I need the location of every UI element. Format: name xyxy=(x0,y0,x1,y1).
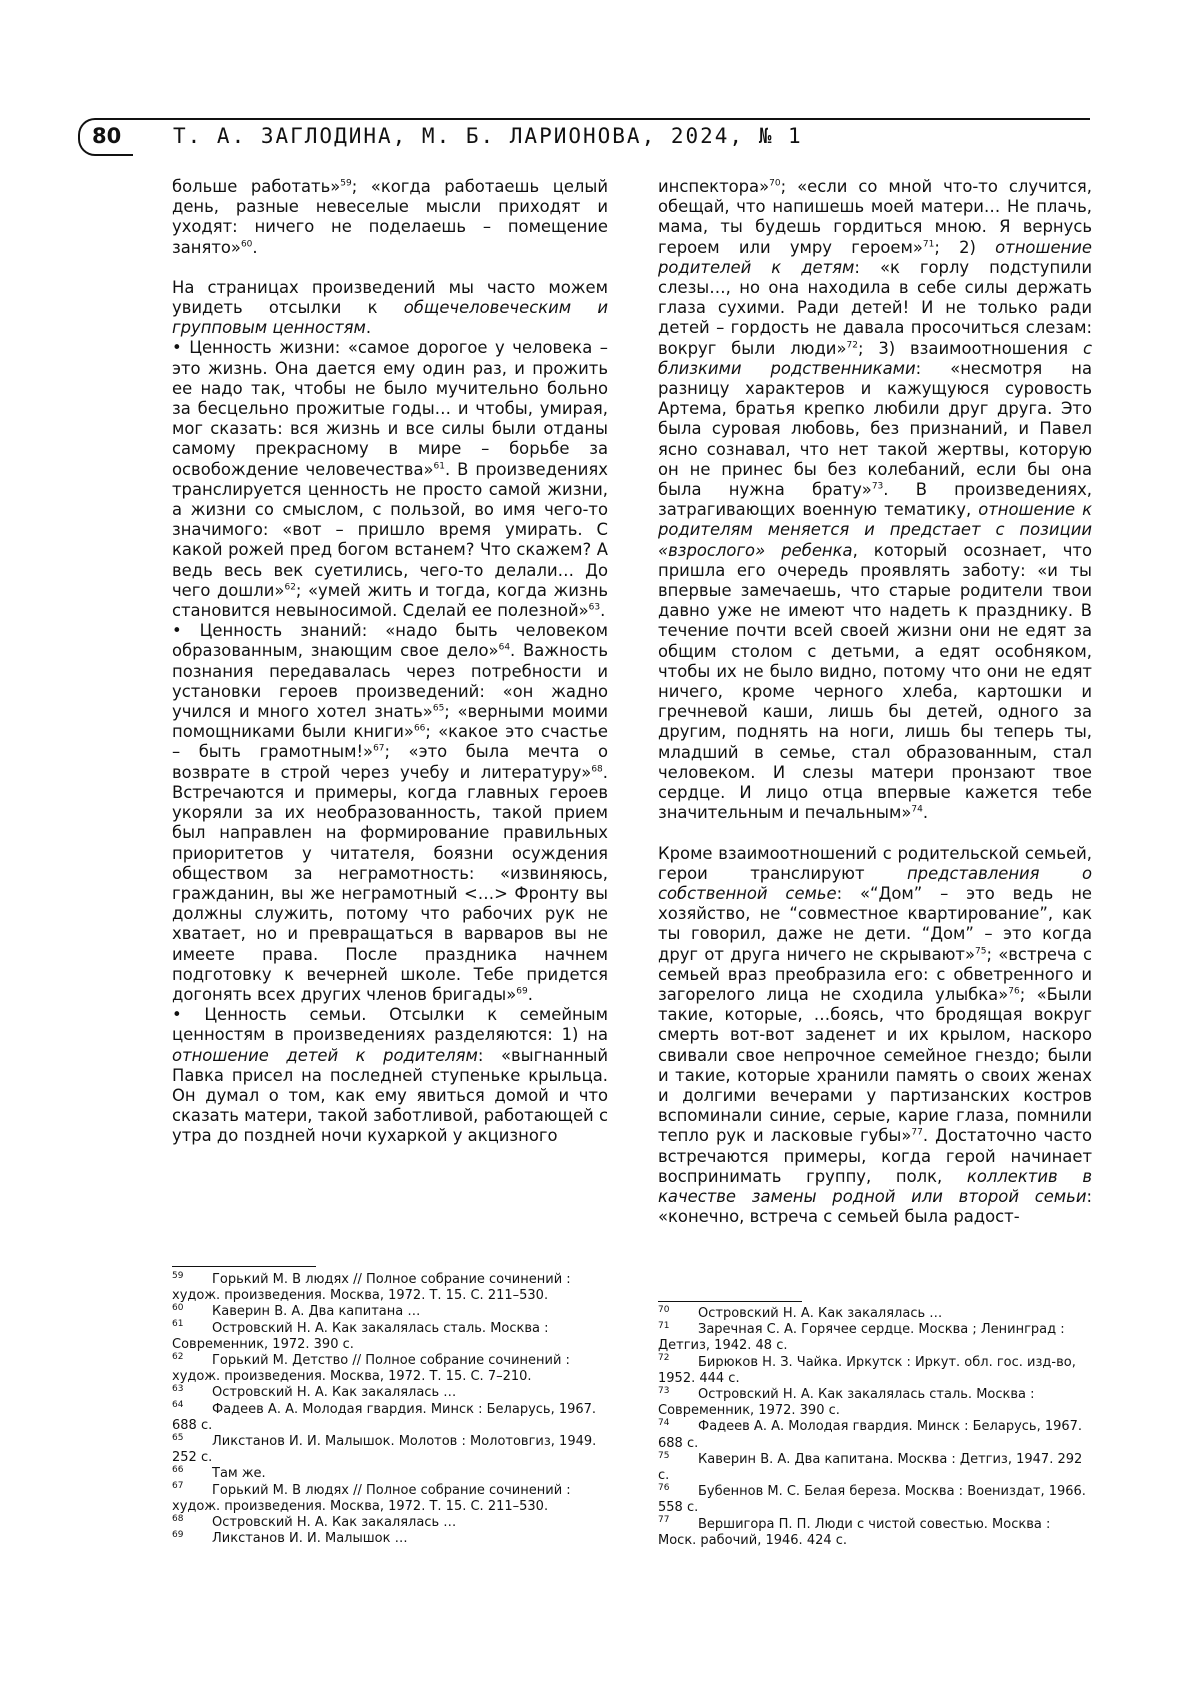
footnote: 77 Вершигора П. П. Люди с чистой совестью. Москва : Моск. рабочий, 1946. 424 с. xyxy=(658,1515,1051,1548)
bullet-knowledge-value: • Ценность знаний: «надо быть человеком образованным, знающим свое дело»$^{64}$. Важность познания передавалась через потребности и установки героев произведений: «он жадно учился и много хотел знать»$^{65}$; «верными моими помощниками были книги»$^{66}$; «какое это счастье – быть грамотным!»$^{67}$; «это была мечта о возврате в строй через учебу и литературу»$^{68}$. Встречаются и примеры, когда главных героев укоряли за их необразованность, такой прием был направлен на формирование правильных приоритетов у читателя, боязни осуждения обществом за неграмотность: «извиняюсь, гражданин, вы же неграмотный <…> Фронту вы должны служить, потому что рабочих рук не хватает, но и превращаться в варваров вы не имеете права. После праздника начнем подготовку к вечерней школе. Тебе придется догонять всех других членов бригады»$^{69}$. xyxy=(172,621,608,1004)
footnote-ref[interactable]: 67 xyxy=(373,744,385,755)
right-column xyxy=(658,177,1092,1227)
header-rule xyxy=(131,118,1090,120)
footnote-ref[interactable]: 75 xyxy=(975,946,987,957)
footnotes-left xyxy=(172,1272,608,1547)
footnotes-right xyxy=(658,1306,1092,1549)
paragraph: На страницах произведений мы часто можем увидеть отсылки к общечеловеческим и групповым ценностям. xyxy=(172,277,608,338)
left-column xyxy=(172,177,608,1147)
running-title: Т. А. ЗАГЛОДИНА, М. Б. ЛАРИОНОВА, 2024, № 1 xyxy=(173,124,803,148)
footnote-ref[interactable]: 63 xyxy=(588,602,601,613)
footnote-ref[interactable]: 76 xyxy=(1008,986,1020,997)
footnote-ref[interactable]: 62 xyxy=(284,582,296,593)
footnote-ref[interactable]: 71 xyxy=(922,239,935,250)
bullet-family-value: • Ценность семьи. Отсылки к семейным ценностям в произведениях разделяются: 1) на отношение детей к родителям: «выгнанный Павка присел на последней ступеньке крыльца. Он думал о том, как ему явиться домой и что сказать матери, такой заботливой, работающей с утра до поздней ночи кухаркой у акцизного xyxy=(172,1005,608,1146)
paragraph: больше работать»$^{59}$; «когда работаешь целый день, разные невеселые мысли приходят и уходят: ничего не поделаешь – помещение занято»$^{60}$. xyxy=(172,177,609,257)
footnote-ref[interactable]: 70 xyxy=(769,178,781,189)
footnote-ref[interactable]: 66 xyxy=(413,723,426,734)
footnote: 60 Каверин В. А. Два капитана … xyxy=(172,1303,421,1320)
footnote: 64 Фадеев А. А. Молодая гвардия. Минск : Беларусь, 1967. 688 с. xyxy=(172,1400,597,1433)
footnote-ref[interactable]: 61 xyxy=(433,461,445,472)
footnote: 65 Ликстанов И. И. Малышок. Молотов : Молотовгиз, 1949. 252 с. xyxy=(172,1432,597,1466)
footnote-ref[interactable]: 68 xyxy=(591,764,603,775)
footnote: 72 Бирюков Н. З. Чайка. Иркутск : Иркут. обл. гос. изд-во, 1952. 444 с. xyxy=(658,1353,1076,1386)
footnote-ref[interactable]: 59 xyxy=(340,178,352,189)
footnote-ref[interactable]: 72 xyxy=(846,340,858,351)
footnote: 73 Островский Н. А. Как закалялась сталь. Москва : Современник, 1972. 390 с. xyxy=(658,1385,1035,1419)
footnote-ref[interactable]: 77 xyxy=(911,1127,923,1138)
footnote: 76 Бубеннов М. С. Белая береза. Москва : Воениздат, 1966. 558 с. xyxy=(658,1482,1086,1516)
footnote-ref[interactable]: 60 xyxy=(240,239,253,250)
footnote: 70 Островский Н. А. Как закалялась … xyxy=(658,1304,943,1321)
page-number: 80 xyxy=(92,124,122,148)
footnote: 63 Островский Н. А. Как закалялась … xyxy=(172,1384,457,1401)
footnote-ref[interactable]: 64 xyxy=(498,643,511,653)
paragraph: инспектора»$^{70}$; «если со мной что-то случится, обещай, что напишешь моей матери… Не плачь, мама, ты будешь гордиться мною. Я вернусь героем или умру героем»$^{71}$; 2) отношение родителей к детям: «к горлу подступили слезы…, но она находила в себе силы держать глаза сухими. Ради детей! И не только ради детей – гордость не давала просочиться слезам: вокруг были люди»$^{72}$; 3) взаимоотношения с близкими родственниками: «несмотря на разницу характеров и кажущуюся суровость Артема, братья крепко любили друг друга. Это была суровая любовь, без признаний, и Павел ясно сознавал, что нет такой жертвы, которую он не принес бы без колебаний, если бы она была нужна брату»$^{73}$. В произведениях, затрагивающих военную тематику, отношение к родителям меняется и предстает с позиции «взрослого» ребенка, который осознает, что пришла его очередь проявлять заботу: «и ты впервые замечаешь, что старые родители твои давно уже не имеют что надеть к празднику. В течение почти всей своей жизни они не едят за общим столом с детьми, а едят особняком, чтобы их не было видно, потому что они не едят ничего, кроме черного хлеба, картошки и гречневой каши, лишь бы детей, одного за другим, поднять на ноги, лишь бы теперь ты, младший в семье, стал образованным, стал человеком. И слезы матери пронзают твое сердце. И лицо отца впервые кажется тебе значительным и печальным»$^{74}$. xyxy=(658,177,1093,823)
footnote: 59 Горький М. В людях // Полное собрание сочинений : худож. произведения. Москва, 1972. Т. 15. С. 211–530. xyxy=(172,1270,571,1304)
footnote: 69 Ликстанов И. И. Малышок … xyxy=(172,1529,408,1547)
footnote: 61 Островский Н. А. Как закалялась сталь. Москва : Современник, 1972. 390 с. xyxy=(172,1319,549,1352)
paragraph: Кроме взаимоотношений с родительской семьей, герои транслируют представления о собственной семье: «“Дом” – это ведь не хозяйство, не “совместное квартирование”, как ты говорил, даже не дети. “Дом” – это когда друг от друга ничего не скрывают»$^{75}$; «встреча с семьей враз преобразила его: с обветренного и загорелого лица не сходила улыбка»$^{76}$; «Были такие, которые, …боясь, что бродящая вокруг смерть вот-вот заденет и их крылом, наскоро свивали свое непрочное семейное гнездо; были и такие, которые хранили память о своих женах и долгими вечерами у партизанских костров вспоминали синие, серые, карие глаза, помнили тепло рук и ласковые губы»$^{77}$. Достаточно часто встречаются примеры, когда герой начинает воспринимать группу, полк, коллектив в качестве замены родной или второй семьи: «конечно, встреча с семьей была радост- xyxy=(658,843,1093,1227)
footnote: 74 Фадеев А. А. Молодая гвардия. Минск : Беларусь, 1967. 688 с. xyxy=(658,1418,1083,1451)
footnote-ref[interactable]: 69 xyxy=(516,986,528,997)
footnote-rule xyxy=(172,1266,316,1267)
footnote: 67 Горький М. В людях // Полное собрание сочинений : худож. произведения. Москва, 1972. Т. 15. С. 211–530. xyxy=(172,1481,571,1514)
bullet-life-value: • Ценность жизни: «самое дорогое у человека – это жизнь. Она дается ему один раз, и прожить ее надо так, чтобы не было мучительно больно за бесцельно прожитые годы… и чтобы, умирая, мог сказать: вся жизнь и все силы были отданы самому прекрасному в мире – борьбе за освобождение человечества»$^{61}$. В произведениях транслируется ценность не просто самой жизни, а жизни со смыслом, с пользой, во имя чего-то значимого: «вот – пришло время умирать. С какой рожей пред богом встанем? Что скажем? А ведь весь век суетились, чего-то делали… До чего дошли»$^{62}$; «умей жить и тогда, когда жизнь становится невыносимой. Сделай ее полезной»$^{63}$. xyxy=(172,338,608,621)
footnote: 71 Заречная С. А. Горячее сердце. Москва ; Ленинград : Детгиз, 1942. 48 с. xyxy=(658,1320,1065,1354)
footnote: 66 Там же. xyxy=(172,1465,266,1482)
footnote-ref[interactable]: 65 xyxy=(432,703,445,714)
footnote-ref[interactable]: 73 xyxy=(871,481,884,492)
footnote-rule xyxy=(658,1301,802,1302)
footnote: 62 Горький М. Детство // Полное собрание сочинений : худож. произведения. Москва, 1972. Т. 15. С. 7–210. xyxy=(172,1351,570,1385)
footnote-ref[interactable]: 74 xyxy=(911,804,923,815)
footnote: 75 Каверин В. А. Два капитана. Москва : Детгиз, 1947. 292 с. xyxy=(658,1450,1083,1484)
footnote: 68 Островский Н. А. Как закалялась … xyxy=(172,1513,457,1531)
running-header xyxy=(78,118,1090,154)
